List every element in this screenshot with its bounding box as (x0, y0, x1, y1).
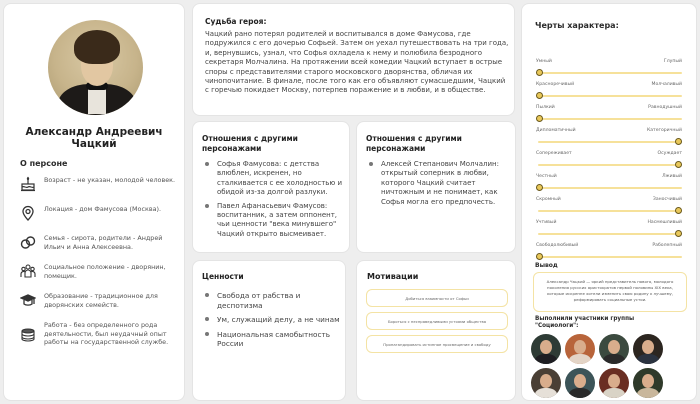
info-text: Возраст - не указан, молодой человек. (44, 176, 176, 184)
conclusion-text: Александр Чацкий — яркий представитель нового, молодого поколения русских аристократов первой половины XIX века, которые искренне хотели изменить свою родину к лучшему, реформировать социальные устои. (533, 272, 687, 312)
motivations-list (366, 289, 508, 358)
values-list (202, 291, 342, 354)
trait-left-label: Умный (536, 59, 552, 64)
trait-left-label: Скромный (536, 197, 561, 202)
relations-card-1 (192, 121, 350, 253)
traits-card (521, 3, 697, 401)
trait-slider[interactable] (536, 151, 682, 174)
team-member-avatar (565, 368, 595, 398)
team-member-avatar (531, 334, 561, 364)
motivation-item: Бороться с несправедливыми устоями общества (366, 312, 508, 330)
location-pin-icon (20, 205, 36, 221)
slider-track[interactable] (538, 256, 682, 258)
relation-item: Алексей Степанович Молчалин: открытый соперник в любви, которого Чацкий считает ничтожным и не понимает, как Софья могла его предпочесть. (366, 160, 511, 207)
values-card (192, 260, 346, 401)
trait-right-label: Заносчивый (652, 197, 682, 202)
people-group-icon (20, 263, 36, 279)
birthday-cake-icon (20, 176, 36, 192)
trait-left-label: Пылкий (536, 105, 555, 110)
trait-slider[interactable] (536, 128, 682, 151)
motivation-item: Пропагандировать истинное просвещение и свободу (366, 335, 508, 353)
conclusion-title: Вывод (535, 262, 558, 269)
motivation-item: Добиться взаимности от Софьи (366, 289, 508, 307)
trait-slider[interactable] (536, 220, 682, 243)
trait-left-label: Свободолюбивый (536, 243, 579, 248)
value-item: Ум, служащий делу, а не чинам (202, 315, 342, 325)
team-member-avatar (633, 334, 663, 364)
graduation-cap-icon (20, 292, 36, 308)
team-member-avatar (531, 368, 561, 398)
motivations-title: Мотивации (367, 272, 419, 281)
motivations-card (356, 260, 516, 401)
trait-left-label: Учтивый (536, 220, 557, 225)
trait-slider[interactable] (536, 82, 682, 105)
relations-title: Отношения с другими персонажами (366, 134, 462, 153)
trait-right-label: Раболепный (652, 243, 682, 248)
trait-left-label: Сопереживает (536, 151, 572, 156)
about-list (20, 176, 180, 361)
value-item: Национальная самобытность России (202, 330, 342, 349)
trait-sliders (536, 59, 682, 266)
relations-list (366, 160, 511, 211)
about-title: О персоне (20, 159, 68, 168)
info-item-work (20, 321, 180, 361)
slider-knob[interactable] (675, 207, 682, 214)
trait-right-label: Молчаливый (651, 82, 682, 87)
slider-knob[interactable] (536, 92, 543, 99)
info-item-age (20, 176, 180, 205)
trait-slider[interactable] (536, 105, 682, 128)
slider-knob[interactable] (536, 253, 543, 260)
slider-track[interactable] (538, 187, 682, 189)
value-item: Свобода от рабства и деспотизма (202, 291, 342, 310)
trait-right-label: Глупый (663, 59, 682, 64)
team-member-avatar (599, 368, 629, 398)
trait-right-label: Категоричный (646, 128, 682, 133)
fate-text: Чацкий рано потерял родителей и воспитывался в доме Фамусова, где подружился с его дочерью Софьей. Затем он уехал путешествовать на три года, и, вернувшись, узнал, что Софья охладела к нему и полюбила безродного секретаря Молчалина. На протяжении всей комедии Чацкий вступает в острые споры с представителями старого московского дворянства, обличая их чинопочитание. В финале, после того как его объявляют сумасшедшим, Чацкий с горечью покидает Москву, потерпев поражение и в любви, и в обществе. (205, 30, 509, 95)
relation-item: Софья Фамусова: с детства влюблен, искренен, но сталкивается с ее холодностью и обидой из-за долгой разлуки. (202, 160, 347, 198)
values-title: Ценности (202, 272, 244, 281)
team-member-avatar (565, 334, 595, 364)
info-text: Работа - без определенного рода деятельности, был неудачный опыт работы на государственной службе. (44, 321, 169, 347)
slider-knob[interactable] (675, 230, 682, 237)
team-member-avatar (633, 368, 663, 398)
slider-track[interactable] (538, 72, 682, 74)
slider-knob[interactable] (675, 138, 682, 145)
info-text: Образование - традиционное для дворянских семейств. (44, 292, 158, 309)
slider-knob[interactable] (536, 115, 543, 122)
relations-list (202, 160, 347, 243)
info-text: Семья - сирота, родители - Андрей Ильич и Анна Алексеевна. (44, 234, 163, 251)
trait-left-label: Честный (536, 174, 557, 179)
trait-right-label: Лживый (662, 174, 682, 179)
slider-track[interactable] (538, 164, 682, 166)
fate-title: Судьба героя: (205, 17, 267, 26)
team-member-avatar (599, 334, 629, 364)
trait-slider[interactable] (536, 197, 682, 220)
relation-item: Павел Афанасьевич Фамусов: воспитанник, а затем оппонент, чьи ценности "века минувшего" Чацкий открыто высмеивает. (202, 202, 347, 240)
slider-knob[interactable] (675, 161, 682, 168)
trait-right-label: Осуждает (657, 151, 682, 156)
trait-left-label: Красноречивый (536, 82, 575, 87)
info-item-social (20, 263, 180, 292)
coins-stack-icon (20, 327, 36, 343)
trait-left-label: Дипломатичный (536, 128, 576, 133)
info-text: Социальное положение - дворянин, помещик. (44, 263, 166, 280)
slider-knob[interactable] (536, 184, 543, 191)
trait-right-label: Равнодушный (648, 105, 682, 110)
rings-icon (20, 234, 36, 250)
info-item-location (20, 205, 180, 234)
info-item-family (20, 234, 180, 263)
relations-title: Отношения с другими персонажами (202, 134, 298, 153)
slider-track[interactable] (538, 95, 682, 97)
slider-track[interactable] (538, 233, 682, 235)
slider-track[interactable] (538, 141, 682, 143)
character-portrait (48, 20, 143, 115)
team-title: Выполнили участники группы "Социологи": (535, 316, 635, 329)
info-item-education (20, 292, 180, 321)
team-avatars (531, 334, 687, 398)
trait-slider[interactable] (536, 59, 682, 82)
slider-track[interactable] (538, 118, 682, 120)
character-name: Александр Андреевич Чацкий (25, 126, 163, 150)
info-text: Локация - дом Фамусова (Москва). (44, 205, 162, 213)
trait-right-label: Насмешливый (647, 220, 682, 225)
relations-card-2 (356, 121, 516, 253)
fate-card (192, 3, 515, 116)
trait-slider[interactable] (536, 174, 682, 197)
slider-track[interactable] (538, 210, 682, 212)
slider-knob[interactable] (536, 69, 543, 76)
profile-card (3, 3, 185, 401)
traits-title: Черты характера: (535, 21, 619, 30)
